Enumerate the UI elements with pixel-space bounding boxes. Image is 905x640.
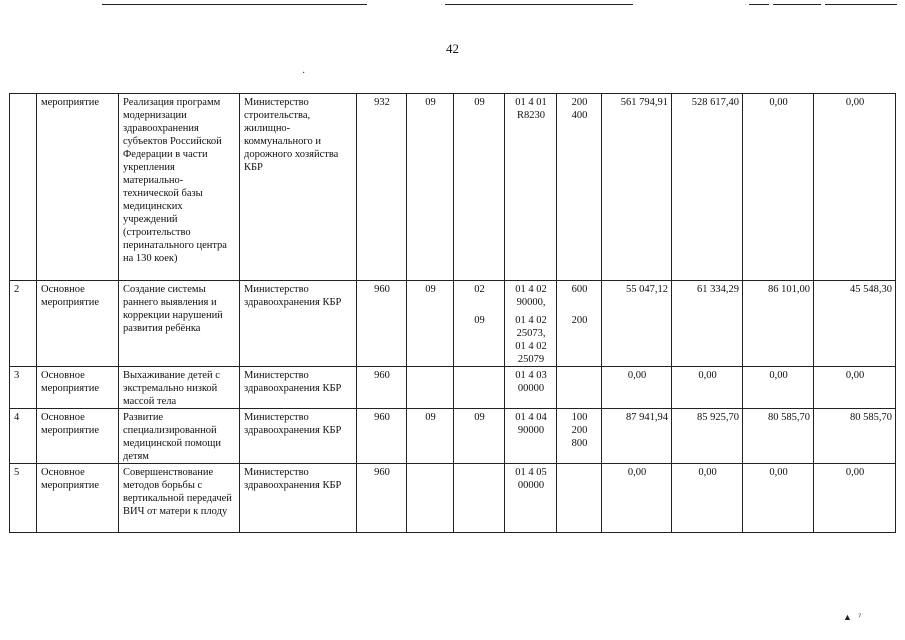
amount-3: 0,00: [743, 94, 814, 281]
header-rule-left: [102, 4, 367, 5]
row-number: 3: [10, 367, 37, 409]
pr-line: 02: [474, 284, 485, 295]
amount-1: 55 047,12: [602, 281, 672, 367]
amount-4: 80 585,70: [814, 409, 896, 464]
amount-4: 0,00: [814, 464, 896, 533]
event-type: Основное мероприятие: [37, 281, 119, 367]
table-row: [10, 281, 896, 367]
amount-2: 528 617,40: [672, 94, 743, 281]
csr-line: 01 4 01: [515, 97, 547, 108]
scan-mark-corner: ▲ ˀ: [843, 612, 861, 622]
executor: Министерство здравоохранения КБР: [240, 281, 357, 367]
csr-line: 01 4 05: [515, 467, 547, 478]
section-code: 09: [407, 281, 454, 367]
amount-1: 0,00: [602, 464, 672, 533]
vr-line: 200: [571, 97, 588, 108]
row-number: 5: [10, 464, 37, 533]
scan-speck: ·: [302, 68, 306, 79]
event-type: Основное мероприятие: [37, 409, 119, 464]
subsection-code: [454, 281, 505, 367]
amount-4: 0,00: [814, 367, 896, 409]
amount-3: 86 101,00: [743, 281, 814, 367]
table-row: [10, 94, 896, 281]
row-number: [10, 94, 37, 281]
table-row: [10, 409, 896, 464]
target-article-code: [505, 367, 557, 409]
csr-line: 01 4 04: [515, 412, 547, 423]
amount-3: 80 585,70: [743, 409, 814, 464]
section-code: [407, 367, 454, 409]
grbs-code: 960: [357, 409, 407, 464]
executor: Министерство здравоохранения КБР: [240, 367, 357, 409]
row-number: 4: [10, 409, 37, 464]
amount-4: 0,00: [814, 94, 896, 281]
expense-type-code: [557, 367, 602, 409]
csr-line: 25073,: [516, 328, 546, 339]
event-type: Основное мероприятие: [37, 367, 119, 409]
csr-line: 25079: [517, 354, 545, 365]
executor: Министерство здравоохранения КБР: [240, 464, 357, 533]
csr-line: 00000: [517, 383, 545, 394]
csr-line: 01 4 03: [515, 370, 547, 381]
section-code: [407, 464, 454, 533]
expense-type-code: [557, 94, 602, 281]
subsection-code: 09: [454, 409, 505, 464]
header-rule-right-3: [825, 4, 897, 5]
amount-3: 0,00: [743, 367, 814, 409]
grbs-code: 960: [357, 281, 407, 367]
event-type: мероприятие: [37, 94, 119, 281]
event-name: Выхаживание детей с экстремально низкой массой тела: [119, 367, 240, 409]
section-code: 09: [407, 94, 454, 281]
expense-type-code: [557, 464, 602, 533]
executor: Министерство строительства, жилищно-коммунального и дорожного хозяйства КБР: [240, 94, 357, 281]
vr-line: 100: [571, 412, 588, 423]
table-row: [10, 464, 896, 533]
expense-type-code: [557, 409, 602, 464]
event-name: Создание системы раннего выявления и коррекции нарушений развития ребёнка: [119, 281, 240, 367]
target-article-code: [505, 281, 557, 367]
expense-type-code: [557, 281, 602, 367]
vr-line: 800: [571, 438, 588, 449]
subsection-code: [454, 464, 505, 533]
amount-1: 561 794,91: [602, 94, 672, 281]
executor: Министерство здравоохранения КБР: [240, 409, 357, 464]
amount-2: 0,00: [672, 367, 743, 409]
csr-line: 01 4 02: [515, 284, 547, 295]
header-rule-middle: [445, 4, 633, 5]
program-table: [9, 93, 896, 533]
target-article-code: [505, 94, 557, 281]
amount-1: 0,00: [602, 367, 672, 409]
grbs-code: 960: [357, 464, 407, 533]
vr-line: 600: [571, 284, 588, 295]
amount-2: 85 925,70: [672, 409, 743, 464]
amount-4: 45 548,30: [814, 281, 896, 367]
pr-line: 09: [474, 315, 485, 326]
amount-2: 0,00: [672, 464, 743, 533]
row-number: 2: [10, 281, 37, 367]
csr-line: 01 4 02: [515, 341, 547, 352]
header-rule-right-2: [773, 4, 821, 5]
event-name: Развитие специализированной медицинской помощи детям: [119, 409, 240, 464]
grbs-code: 932: [357, 94, 407, 281]
csr-line: R8230: [516, 110, 545, 121]
target-article-code: [505, 409, 557, 464]
vr-line: 400: [571, 110, 588, 121]
grbs-code: 960: [357, 367, 407, 409]
subsection-code: 09: [454, 94, 505, 281]
target-article-code: [505, 464, 557, 533]
subsection-code: [454, 367, 505, 409]
header-rule-right-1: [749, 4, 769, 5]
vr-line: 200: [571, 315, 588, 326]
page-number: 42: [446, 41, 459, 56]
event-name: Совершенствование методов борьбы с вертикальной передачей ВИЧ от матери к плоду: [119, 464, 240, 533]
csr-line: 90000: [517, 425, 545, 436]
event-name: Реализация программ модернизации здравоохранения субъектов Российской Федерации в части укрепления материально-технической базы медицинских учреждений (строительство перинатального центра на 130 коек): [119, 94, 240, 281]
csr-line: 90000,: [516, 297, 546, 308]
amount-2: 61 334,29: [672, 281, 743, 367]
amount-1: 87 941,94: [602, 409, 672, 464]
event-type: Основное мероприятие: [37, 464, 119, 533]
amount-3: 0,00: [743, 464, 814, 533]
vr-line: 200: [571, 425, 588, 436]
csr-line: 00000: [517, 480, 545, 491]
section-code: 09: [407, 409, 454, 464]
csr-line: 01 4 02: [515, 315, 547, 326]
table-row: [10, 367, 896, 409]
